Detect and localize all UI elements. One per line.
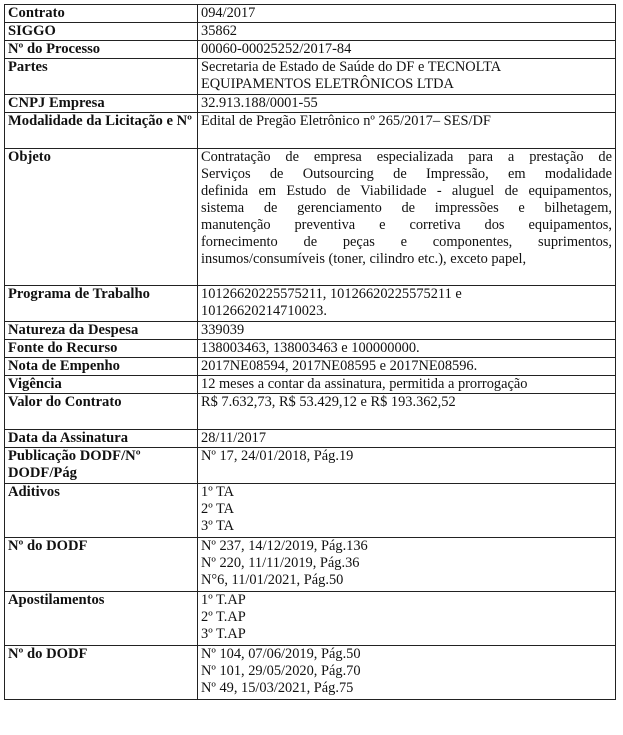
value-line: Nº 220, 11/11/2019, Pág.36 <box>201 555 360 571</box>
table-row <box>5 358 616 376</box>
row-value: Nº 17, 24/01/2018, Pág.19 <box>198 448 616 484</box>
row-label: Nº do Processo <box>5 41 198 59</box>
table-row <box>5 286 616 322</box>
row-value <box>198 646 616 700</box>
row-value <box>198 592 616 646</box>
contract-summary-table <box>4 4 616 700</box>
row-value: 12 meses a contar da assinatura, permitida a prorrogação <box>198 376 616 394</box>
row-label: Natureza da Despesa <box>5 322 198 340</box>
row-label: Aditivos <box>5 484 198 538</box>
row-label: Objeto <box>5 149 198 286</box>
value-line: Contratação de empresa especializada para a prestação de <box>201 149 612 165</box>
table-row <box>5 149 616 286</box>
table-row <box>5 113 616 149</box>
table-row <box>5 59 616 95</box>
row-value: R$ 7.632,73, R$ 53.429,12 e R$ 193.362,52 <box>198 394 616 430</box>
value-line: insumos/consumíveis (toner, cilindro etc.), exceto papel, <box>201 251 527 267</box>
value-line: Nº 104, 07/06/2019, Pág.50 <box>201 646 361 662</box>
row-value <box>198 59 616 95</box>
table-row <box>5 538 616 592</box>
value-line: EQUIPAMENTOS ELETRÔNICOS LTDA <box>201 76 454 92</box>
row-label: Data da Assinatura <box>5 430 198 448</box>
row-value: 32.913.188/0001-55 <box>198 95 616 113</box>
row-label: CNPJ Empresa <box>5 95 198 113</box>
row-value: 28/11/2017 <box>198 430 616 448</box>
row-value: 2017NE08594, 2017NE08595 e 2017NE08596. <box>198 358 616 376</box>
row-label: Nº do DODF <box>5 538 198 592</box>
row-label: Apostilamentos <box>5 592 198 646</box>
table-row <box>5 41 616 59</box>
row-label: Contrato <box>5 5 198 23</box>
value-line: Nº 237, 14/12/2019, Pág.136 <box>201 538 368 554</box>
value-line: 2º TA <box>201 501 235 517</box>
table-row <box>5 430 616 448</box>
value-line: Secretaria de Estado de Saúde do DF e TECNOLTA <box>201 59 502 75</box>
row-label: Publicação DODF/Nº DODF/Pág <box>5 448 198 484</box>
value-line: N°6, 11/01/2021, Pág.50 <box>201 572 344 588</box>
value-line: 2º T.AP <box>201 609 246 625</box>
value-line: 1º TA <box>201 484 235 500</box>
table-row <box>5 23 616 41</box>
value-line: fornecimento de peças e componentes, suprimentos, <box>201 234 612 250</box>
row-value: 00060-00025252/2017-84 <box>198 41 616 59</box>
value-line: sistema de gerenciamento de impressões e bilhetagem, <box>201 200 612 216</box>
row-value <box>198 538 616 592</box>
value-line: 10126620225575211, 10126620225575211 e <box>201 286 462 302</box>
table-row <box>5 95 616 113</box>
row-label: Programa de Trabalho <box>5 286 198 322</box>
row-value <box>198 286 616 322</box>
value-line: 3º T.AP <box>201 626 246 642</box>
table-row <box>5 484 616 538</box>
value-line: 3º TA <box>201 518 235 534</box>
row-label: Fonte do Recurso <box>5 340 198 358</box>
table-row <box>5 5 616 23</box>
table-row <box>5 646 616 700</box>
row-label: Vigência <box>5 376 198 394</box>
table-row <box>5 376 616 394</box>
row-label: Nota de Empenho <box>5 358 198 376</box>
row-label: SIGGO <box>5 23 198 41</box>
row-value: 094/2017 <box>198 5 616 23</box>
table-row <box>5 448 616 484</box>
table-row <box>5 592 616 646</box>
value-line: Nº 101, 29/05/2020, Pág.70 <box>201 663 361 679</box>
value-line: Nº 49, 15/03/2021, Pág.75 <box>201 680 354 696</box>
row-value: 35862 <box>198 23 616 41</box>
row-value: Edital de Pregão Eletrônico nº 265/2017– SES/DF <box>198 113 616 149</box>
value-line: manutenção preventiva e corretiva dos equipamentos, <box>201 217 612 233</box>
table-row <box>5 340 616 358</box>
row-value <box>198 484 616 538</box>
value-line: Serviços de Outsourcing de Impressão, em modalidade <box>201 166 612 182</box>
row-value: 138003463, 138003463 e 100000000. <box>198 340 616 358</box>
table-row <box>5 322 616 340</box>
row-label: Partes <box>5 59 198 95</box>
table-row <box>5 394 616 430</box>
row-value: 339039 <box>198 322 616 340</box>
row-label: Modalidade da Licitação e Nº <box>5 113 198 149</box>
value-line: 10126620214710023. <box>201 303 327 319</box>
row-label: Nº do DODF <box>5 646 198 700</box>
row-value <box>198 149 616 286</box>
row-label: Valor do Contrato <box>5 394 198 430</box>
value-line: definida em Estudo de Viabilidade - aluguel de equipamentos, <box>201 183 612 199</box>
value-line: 1º T.AP <box>201 592 246 608</box>
